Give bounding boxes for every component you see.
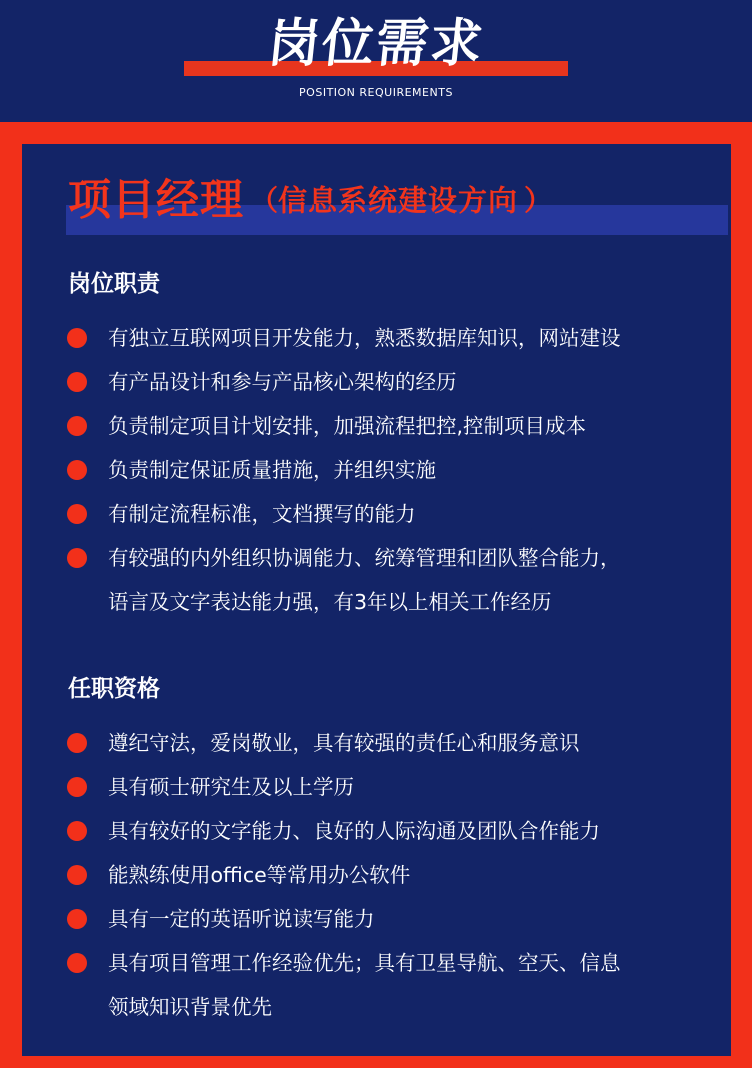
job-title-paren-open: （ — [250, 183, 279, 217]
responsibility-item — [0, 448, 752, 492]
responsibility-item-text: 负责制定项目计划安排，加强流程把控,控制项目成本 — [108, 414, 587, 438]
job-title — [68, 172, 552, 228]
bullet-dot-icon — [67, 372, 87, 392]
responsibility-item — [0, 404, 752, 448]
qualification-item-text: 能熟练使用office等常用办公软件 — [108, 863, 411, 887]
responsibility-item-text: 有独立互联网项目开发能力，熟悉数据库知识，网站建设 — [108, 326, 621, 350]
qualification-item — [0, 765, 752, 809]
qualifications-heading: 任职资格 — [68, 676, 160, 702]
responsibility-item-text: 负责制定保证质量措施，并组织实施 — [108, 458, 436, 482]
bullet-dot-icon — [67, 328, 87, 348]
bullet-dot-icon — [67, 460, 87, 480]
responsibility-item — [0, 536, 752, 624]
qualification-item — [0, 853, 752, 897]
qualification-item — [0, 897, 752, 941]
qualification-item — [0, 941, 752, 1029]
bullet-dot-icon — [67, 548, 87, 568]
job-title-paren-close: ） — [524, 183, 553, 217]
responsibilities-heading: 岗位职责 — [68, 271, 160, 297]
responsibility-item — [0, 360, 752, 404]
responsibility-item-text: 语言及文字表达能力强，有3年以上相关工作经历 — [108, 590, 552, 614]
responsibilities-list — [0, 316, 752, 624]
qualification-item — [0, 721, 752, 765]
bullet-dot-icon — [67, 821, 87, 841]
responsibility-item — [0, 316, 752, 360]
qualification-item-text: 遵纪守法，爱岗敬业，具有较强的责任心和服务意识 — [108, 731, 580, 755]
page-title: 岗位需求 — [264, 14, 488, 74]
qualification-item-text: 具有较好的文字能力、良好的人际沟通及团队合作能力 — [108, 819, 600, 843]
qualification-item-text: 领域知识背景优先 — [108, 995, 272, 1019]
bullet-dot-icon — [67, 416, 87, 436]
bullet-dot-icon — [67, 733, 87, 753]
responsibility-item-text: 有产品设计和参与产品核心架构的经历 — [108, 370, 457, 394]
responsibility-item-text: 有较强的内外组织协调能力、统筹管理和团队整合能力， — [108, 546, 621, 570]
page-subtitle: POSITION REQUIREMENTS — [299, 86, 453, 99]
qualifications-list — [0, 721, 752, 1029]
bullet-dot-icon — [67, 953, 87, 973]
responsibility-item — [0, 492, 752, 536]
bullet-dot-icon — [67, 777, 87, 797]
job-title-direction: 信息系统建设方向 — [278, 183, 519, 218]
job-title-main: 项目经理 — [68, 175, 244, 226]
header-band — [0, 0, 752, 122]
bullet-dot-icon — [67, 909, 87, 929]
qualification-item-text: 具有硕士研究生及以上学历 — [108, 775, 354, 799]
bullet-dot-icon — [67, 865, 87, 885]
qualification-item-text: 具有一定的英语听说读写能力 — [108, 907, 375, 931]
responsibility-item-text: 有制定流程标准，文档撰写的能力 — [108, 502, 416, 526]
qualification-item-text: 具有项目管理工作经验优先；具有卫星导航、空天、信息 — [108, 951, 621, 975]
bullet-dot-icon — [67, 504, 87, 524]
qualification-item — [0, 809, 752, 853]
